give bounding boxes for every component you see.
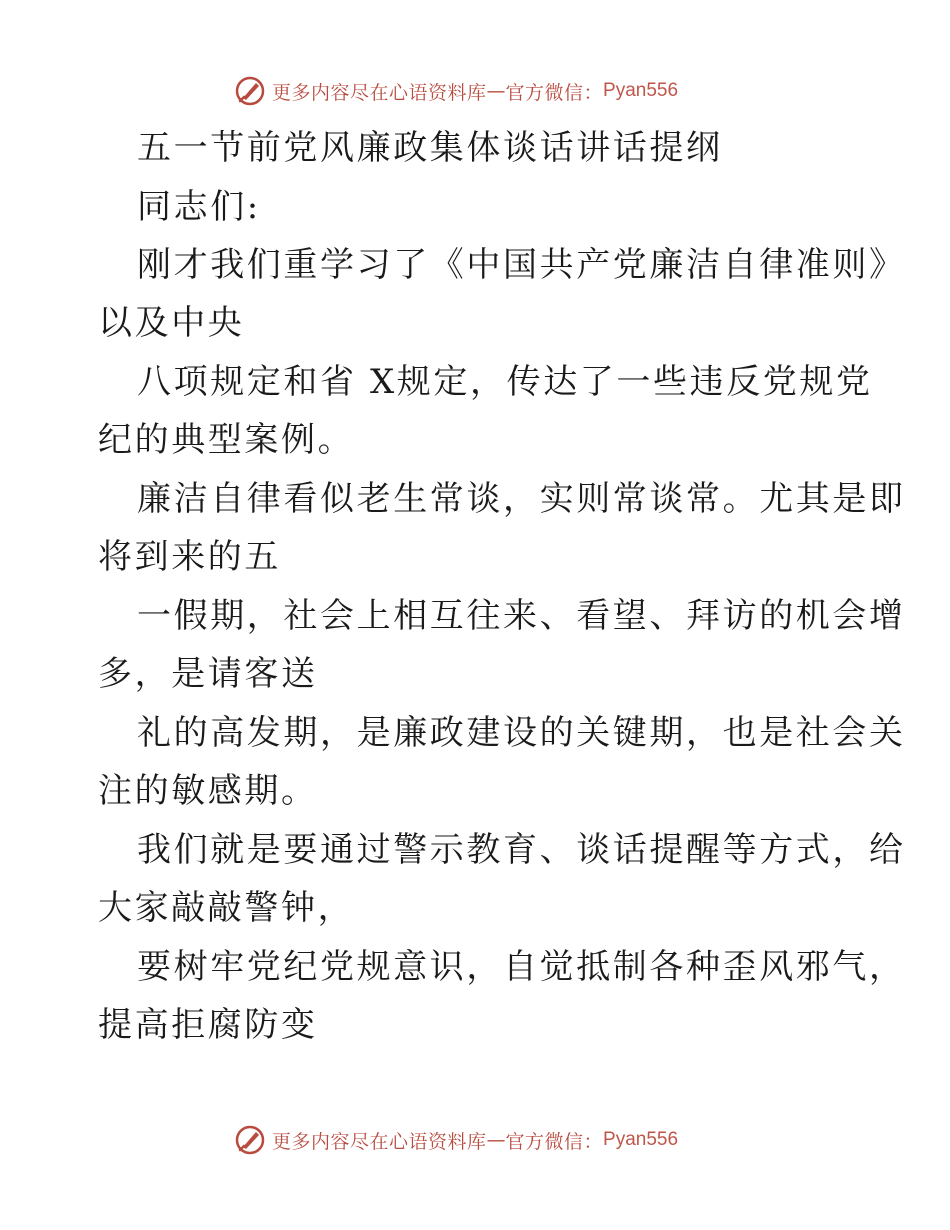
watermark-separator: — <box>486 80 506 102</box>
text-line: 一假期，社会上相互往来、看望、拜访的机会增 <box>137 596 906 636</box>
watermark-account: Pyan556 <box>603 1129 679 1150</box>
watermark-channel: 官方微信： <box>505 1130 604 1153</box>
text-line: 要树牢党纪党规意识，自觉抵制各种歪风邪气， <box>137 947 906 987</box>
text-line: 提高拒腐防变 <box>98 1005 318 1045</box>
document-title: 五一节前党风廉政集体谈话讲话提纲 <box>137 128 723 168</box>
quill-logo-icon <box>234 1124 266 1156</box>
text-line: 纪的典型案例。 <box>98 420 355 460</box>
watermark-channel: 官方微信： <box>505 81 604 104</box>
text-line: 刚才我们重学习了《中国共产党廉洁自律准则》 <box>137 245 906 285</box>
text-line: 廉洁自律看似老生常谈，实则常谈常。尤其是即 <box>137 479 906 519</box>
text-line: 以及中央 <box>98 303 245 343</box>
watermark-separator: — <box>486 1129 506 1151</box>
text-line: 八项规定和省 X规定，传达了一些违反党规党 <box>137 362 873 402</box>
footer-watermark <box>234 1122 678 1158</box>
text-line: 大家敲敲警钟， <box>98 888 355 928</box>
quill-logo-icon <box>234 75 266 107</box>
watermark-brand: 更多内容尽在心语资料库 <box>272 81 487 104</box>
text-line: 礼的高发期，是廉政建设的关键期，也是社会关 <box>137 713 906 753</box>
text-line: 我们就是要通过警示教育、谈话提醒等方式，给 <box>137 830 906 870</box>
text-line: 注的敏感期。 <box>98 771 318 811</box>
text-line: 多，是请客送 <box>98 654 318 694</box>
header-watermark <box>234 73 678 109</box>
text-line: 将到来的五 <box>98 537 281 577</box>
watermark-brand: 更多内容尽在心语资料库 <box>272 1130 487 1153</box>
watermark-account: Pyan556 <box>603 80 679 101</box>
salutation: 同志们: <box>137 187 261 227</box>
